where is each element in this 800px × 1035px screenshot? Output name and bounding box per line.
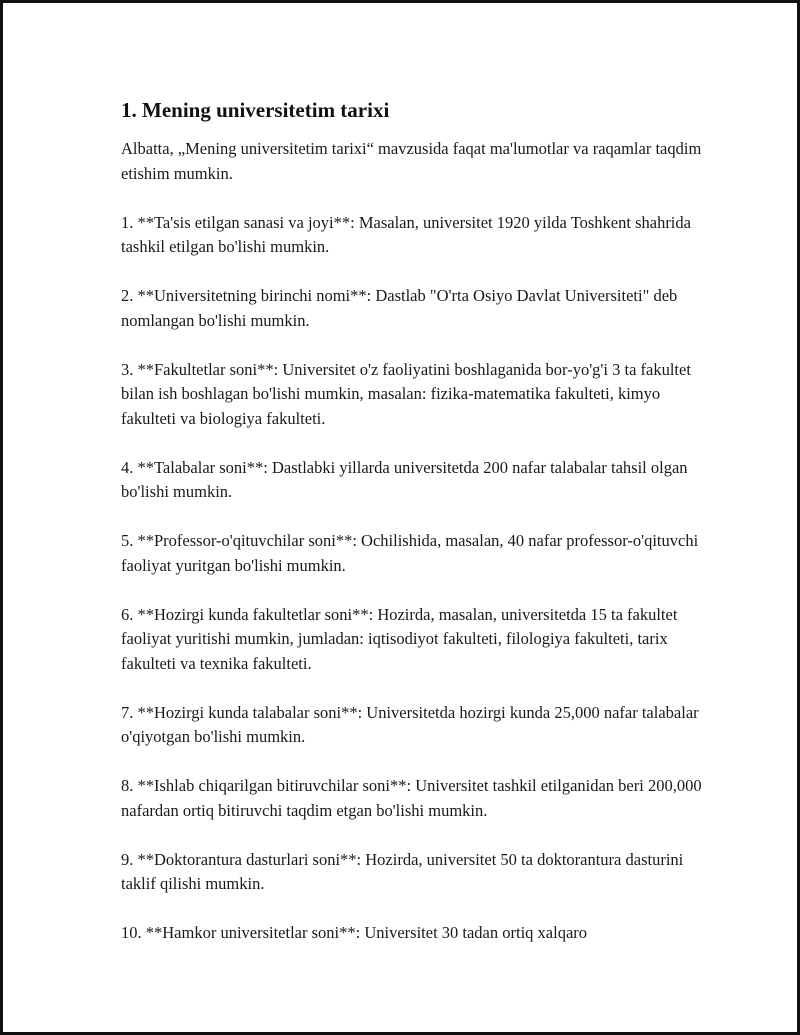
document-content [121,95,711,970]
document-heading: 1. Mening universitetim tarixi [121,98,390,122]
intro-paragraph: Albatta, „Mening universitetim tarixi“ mavzusida faqat ma'lumotlar va raqamlar taqdim etishim mumkin. [121,139,702,183]
list-item-7: 7. **Hozirgi kunda talabalar soni**: Universitetda hozirgi kunda 25,000 nafar talabalar o'qiyotgan bo'lishi mumkin. [121,702,699,746]
list-item-4: 4. **Talabalar soni**: Dastlabki yillarda universitetda 200 nafar talabalar tahsil olgan bo'lishi mumkin. [121,457,688,501]
list-item-3: 3. **Fakultetlar soni**: Universitet o'z faoliyatini boshlaganida bor-yo'g'i 3 ta fakultet bilan ish boshlagan bo'lishi mumkin, masalan: fizika-matematika fakulteti, kimyo fakulteti va biologiya fakulteti. [121,359,691,428]
list-item-5: 5. **Professor-o'qituvchilar soni**: Ochilishida, masalan, 40 nafar professor-o'qituvchi faoliyat yuritgan bo'lishi mumkin. [121,531,699,575]
list-item-2: 2. **Universitetning birinchi nomi**: Dastlab "O'rta Osiyo Davlat Universiteti" deb nomlangan bo'lishi mumkin. [121,286,678,330]
list-item-9: 9. **Doktorantura dasturlari soni**: Hozirda, universitet 50 ta doktorantura dasturini taklif qilishi mumkin. [121,849,684,893]
list-item-10: 10. **Hamkor universitetlar soni**: Universitet 30 tadan ortiq xalqaro [121,923,588,942]
list-item-8: 8. **Ishlab chiqarilgan bitiruvchilar soni**: Universitet tashkil etilganidan beri 200,000 nafardan ortiq bitiruvchi taqdim etgan bo'lishi mumkin. [121,776,702,820]
list-item-6: 6. **Hozirgi kunda fakultetlar soni**: Hozirda, masalan, universitetda 15 ta fakultet faoliyat yuritishi mumkin, jumladan: iqtisodiyot fakulteti, filologiya fakulteti, tarix fakulteti va texnika fakulteti. [121,604,678,673]
list-item-1: 1. **Ta'sis etilgan sanasi va joyi**: Masalan, universitet 1920 yilda Toshkent shahrida tashkil etilgan bo'lishi mumkin. [121,212,691,256]
